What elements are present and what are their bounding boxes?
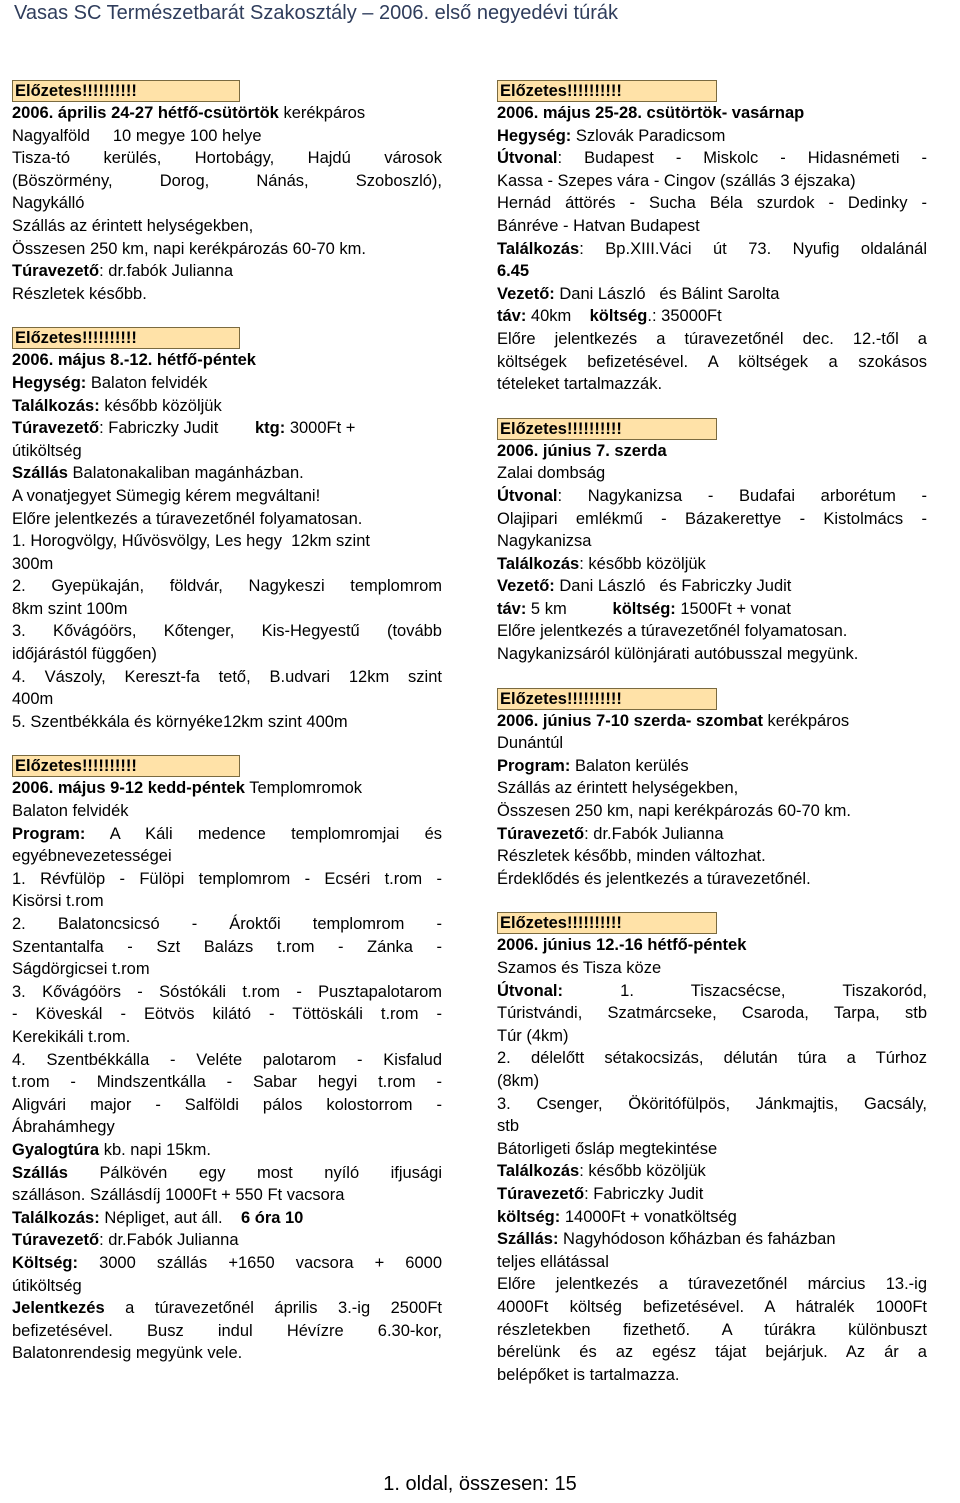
- text-run: Szállás az érintett helységekben,: [497, 779, 739, 798]
- text-run: (Böszörmény, Dorog, Nánás, Szoboszló),: [12, 171, 442, 190]
- text-run: Előre jelentkezés a túravezetőnél folyamatosan.: [497, 622, 848, 641]
- text-line: [497, 1070, 927, 1093]
- text-run: Hernád áttörés - Sucha Béla szurdok - Dedinky -: [497, 194, 927, 213]
- text-line: [497, 1160, 927, 1183]
- text-run: időjárástól függően): [12, 645, 157, 664]
- bold-text: Útvonal: [497, 149, 558, 168]
- text-line: [497, 1115, 927, 1138]
- bold-text: költség: [589, 307, 648, 326]
- text-line: [497, 868, 927, 891]
- text-run: stb: [497, 1117, 520, 1136]
- text-line: [12, 1026, 442, 1049]
- text-line: [12, 170, 442, 193]
- page-footer: 1. oldal, összesen: 15: [383, 1473, 577, 1495]
- bold-text: 6.45: [497, 262, 530, 281]
- text-line: [12, 643, 442, 666]
- text-run: később közöljük: [99, 396, 222, 415]
- bold-text: Szállás:: [497, 1230, 559, 1249]
- bold-text: Szállás: [12, 464, 68, 483]
- text-line: [497, 530, 927, 553]
- bold-text: Túravezető: [497, 1184, 585, 1203]
- text-line: [12, 823, 442, 846]
- preview-label-box: Előzetes!!!!!!!!!!: [12, 755, 240, 777]
- text-line: [12, 688, 442, 711]
- text-line: [12, 845, 442, 868]
- text-line: [12, 102, 442, 125]
- text-run: belépőket is tartalmazza.: [497, 1365, 680, 1384]
- text-line: [12, 192, 442, 215]
- text-run: útiköltség: [12, 441, 82, 460]
- text-run: A vonatjegyet Sümegig kérem megváltani!: [12, 486, 321, 505]
- text-line: [497, 1319, 927, 1342]
- text-line: [497, 215, 927, 238]
- bold-text: Vezető:: [497, 577, 555, 596]
- preview-label-box: Előzetes!!!!!!!!!!: [497, 418, 717, 440]
- text-run: Részletek később.: [12, 284, 147, 303]
- text-line: [497, 508, 927, 531]
- text-line: [497, 1047, 927, 1070]
- text-line: [12, 147, 442, 170]
- text-line: [12, 553, 442, 576]
- text-line: [497, 440, 927, 463]
- text-line: [12, 1139, 442, 1162]
- text-run: 400m: [12, 690, 54, 709]
- text-run: : Bp.XIII.Váci út 73. Nyufig oldalánál: [579, 239, 927, 258]
- text-run: : Nagykanizsa - Budafai arborétum -: [557, 486, 927, 505]
- text-run: a túravezetőnél április 3.-ig 2500Ft: [104, 1299, 442, 1318]
- text-run: Balaton felvidék: [12, 802, 129, 821]
- text-line: [497, 1093, 927, 1116]
- text-run: Balaton kerülés: [570, 756, 689, 775]
- text-run: bérelünk és az egész tájat bejárjuk. Az ár a: [497, 1343, 927, 1362]
- preview-label-box: Előzetes!!!!!!!!!!: [12, 327, 240, 349]
- text-run: t.rom - Mindszentkálla - Sabar hegyi t.rom -: [12, 1073, 442, 1092]
- text-line: [497, 238, 927, 261]
- text-run: 1. Révfülöp - Fülöpi templomrom - Ecséri t.rom -: [12, 869, 442, 888]
- text-line: [12, 1320, 442, 1343]
- text-run: egyébnevezetességei: [12, 847, 172, 866]
- text-run: 1. Horogvölgy, Hűvösvölgy, Les hegy 12km szint: [12, 532, 370, 551]
- text-line: [497, 102, 927, 125]
- text-line: [12, 1207, 442, 1230]
- text-line: [497, 1138, 927, 1161]
- text-run: : később közöljük: [579, 1162, 706, 1181]
- text-line: [497, 980, 927, 1003]
- text-run: befizetésével. Busz indul Hévízre 6.30-kor,: [12, 1321, 442, 1340]
- text-run: 1. Tiszacsécse, Tiszakoród,: [563, 981, 927, 1000]
- text-run: Nagyhódoson kőházban és faházban: [558, 1230, 836, 1249]
- text-line: [12, 981, 442, 1004]
- bold-text: Vezető:: [497, 284, 555, 303]
- text-run: 5. Szentbékkála és környéke12km szint 400m: [12, 712, 348, 731]
- text-line: [497, 620, 927, 643]
- text-run: 4. Szentbékkálla - Veléte palotarom - Kisfalud: [12, 1050, 442, 1069]
- text-run: Kassa - Szepes vára - Cingov (szállás 3 éjszaka): [497, 171, 856, 190]
- text-run: 2. Gyepükaján, földvár, Nagykeszi templomrom: [12, 577, 442, 596]
- text-run: 4000Ft költség befizetésével. A hátralék 1000Ft: [497, 1297, 927, 1316]
- text-run: : dr.fabók Julianna: [99, 262, 234, 281]
- text-line: [12, 598, 442, 621]
- text-run: 300m: [12, 554, 54, 573]
- text-run: 2. Balatoncsicsó - Ároktői templomrom -: [12, 915, 442, 933]
- text-run: Részletek később, minden változhat.: [497, 847, 766, 866]
- text-run: kerékpáros: [762, 711, 850, 730]
- bold-text: Túravezető: [497, 824, 585, 843]
- bold-text: táv:: [497, 599, 527, 618]
- bold-text: Találkozás:: [12, 1208, 100, 1227]
- text-run: Dani László és Fabriczky Judit: [554, 577, 792, 596]
- section-gap: [497, 890, 927, 912]
- text-line: [497, 575, 927, 598]
- text-line: [497, 462, 927, 485]
- text-line: [12, 372, 442, 395]
- text-line: [497, 1206, 927, 1229]
- text-line: [12, 283, 442, 306]
- section-gap: [497, 666, 927, 688]
- bold-text: költség:: [497, 1207, 561, 1226]
- bold-text: költség:: [612, 599, 676, 618]
- text-line: [12, 666, 442, 689]
- section-gap: [12, 733, 442, 755]
- bold-text: táv:: [497, 307, 527, 326]
- bold-text: Hegység:: [497, 126, 572, 145]
- text-line: [497, 1183, 927, 1206]
- text-run: 2. délelőtt sétakocsizás, délután túra a Túrhoz: [497, 1049, 927, 1068]
- text-line: [497, 755, 927, 778]
- preview-label-box: Előzetes!!!!!!!!!!: [497, 912, 717, 934]
- text-line: [497, 1341, 927, 1364]
- bold-text: 6 óra 10: [240, 1208, 304, 1227]
- text-run: - Köveskál - Eötvös kilátó - Töttöskáli t.rom -: [12, 1005, 442, 1024]
- text-run: tételeket tartalmazzák.: [497, 375, 663, 394]
- text-line: [12, 868, 442, 891]
- text-line: [12, 777, 442, 800]
- text-run: : Fabriczky Judit: [584, 1184, 704, 1203]
- text-line: [497, 800, 927, 823]
- text-line: [12, 800, 442, 823]
- text-run: Templomromok: [244, 779, 363, 798]
- text-run: 4. Vászoly, Kereszt-fa tető, B.udvari 12km szint: [12, 667, 442, 686]
- bold-text: Jelentkezés: [12, 1299, 105, 1318]
- text-run: költségek befizetésével. A költségek a szokásos: [497, 352, 927, 371]
- bold-text: Találkozás: [497, 239, 580, 258]
- text-line: [12, 1162, 442, 1185]
- text-line: [12, 215, 442, 238]
- page-title: Vasas SC Természetbarát Szakosztály – 2006. első negyedévi túrák: [14, 2, 619, 24]
- text-run: Nagykálló: [12, 194, 85, 213]
- text-run: Népliget, aut áll.: [99, 1208, 241, 1227]
- text-run: Kerekikáli t.rom.: [12, 1027, 131, 1046]
- text-run: 3. Kővágóörs, Kőtenger, Kis-Hegyestű (tovább: [12, 622, 442, 641]
- text-line: [12, 1116, 442, 1139]
- text-run: Nagykanizsa: [497, 532, 592, 551]
- text-run: 3000 szállás +1650 vacsora + 6000: [78, 1253, 442, 1272]
- text-line: [497, 777, 927, 800]
- text-line: [12, 485, 442, 508]
- text-line: [497, 1228, 927, 1251]
- text-run: Olajipari emlékmű - Bázakerettye - Kistolmács -: [497, 509, 927, 528]
- text-line: [12, 620, 442, 643]
- text-run: Balatonrendesig megyünk vele.: [12, 1344, 243, 1363]
- text-line: [12, 711, 442, 734]
- text-run: kerékpáros: [278, 104, 366, 122]
- text-line: [12, 1275, 442, 1298]
- text-run: szálláson. Szállásdíj 1000Ft + 550 Ft vacsora: [12, 1186, 345, 1205]
- text-run: Tisza-tó kerülés, Hortobágy, Hajdú városok: [12, 149, 442, 168]
- bold-text: 2006. május 9-12 kedd-péntek: [12, 779, 245, 798]
- text-run: kb. napi 15km.: [99, 1140, 211, 1159]
- text-line: [497, 192, 927, 215]
- text-line: [12, 1342, 442, 1365]
- text-run: 40km: [526, 307, 590, 326]
- text-line: [12, 936, 442, 959]
- text-run: Nagyalföld 10 megye 100 helye: [12, 126, 262, 145]
- text-line: [12, 958, 442, 981]
- text-line: [497, 598, 927, 621]
- text-line: [12, 508, 442, 531]
- text-run: : később közöljük: [579, 554, 706, 573]
- text-run: 3000Ft +: [285, 419, 356, 438]
- text-run: 1500Ft + vonat: [675, 599, 791, 618]
- text-run: Zalai dombság: [497, 464, 606, 483]
- text-line: [12, 260, 442, 283]
- text-line: [497, 283, 927, 306]
- text-run: Szállás az érintett helységekben,: [12, 216, 254, 235]
- text-line: [12, 349, 442, 372]
- text-line: [12, 913, 442, 936]
- text-run: Előre jelentkezés a túravezetőnél folyamatosan.: [12, 509, 363, 528]
- text-run: Kisörsi t.rom: [12, 892, 104, 911]
- bold-text: Program:: [497, 756, 571, 775]
- text-line: [12, 530, 442, 553]
- text-run: Összesen 250 km, napi kerékpározás 60-70 km.: [12, 239, 367, 258]
- text-line: [497, 305, 927, 328]
- bold-text: Gyalogtúra: [12, 1140, 100, 1159]
- text-line: [12, 1252, 442, 1275]
- text-line: [12, 1094, 442, 1117]
- text-line: [497, 373, 927, 396]
- text-run: : Budapest - Miskolc - Hidasnémeti -: [557, 149, 927, 168]
- text-run: Előre jelentkezés a túravezetőnél március 13.-ig: [497, 1275, 927, 1294]
- text-line: [12, 440, 442, 463]
- text-run: Szlovák Paradicsom: [571, 126, 726, 145]
- text-line: [12, 1297, 442, 1320]
- text-run: Összesen 250 km, napi kerékpározás 60-70 km.: [497, 802, 852, 821]
- bold-text: Túravezető: [12, 419, 100, 438]
- section-gap: [12, 305, 442, 327]
- text-line: [12, 417, 442, 440]
- text-line: [497, 1296, 927, 1319]
- text-run: Nagykanizsáról különjárati autóbusszal megyünk.: [497, 645, 859, 664]
- bold-text: Program:: [12, 824, 86, 843]
- bold-text: Szállás: [12, 1163, 68, 1182]
- text-run: 14000Ft + vonatköltség: [560, 1207, 737, 1226]
- text-run: Szamos és Tisza köze: [497, 959, 662, 977]
- text-run: Túr (4km): [497, 1026, 569, 1045]
- text-run: Aligvári major - Salföldi pálos kolostorrom -: [12, 1095, 442, 1114]
- bold-text: 2006. április 24-27 hétfő-csütörtök: [12, 104, 279, 122]
- text-run: Túristvándi, Szatmárcseke, Csaroda, Tarpa, stb: [497, 1004, 927, 1023]
- bold-text: 2006. június 7. szerda: [497, 441, 667, 460]
- text-run: 3. Csenger, Ököritófülpös, Jánkmajtis, Gacsály,: [497, 1094, 927, 1113]
- text-run: teljes ellátással: [497, 1252, 609, 1271]
- text-line: [497, 1025, 927, 1048]
- bold-text: 2006. június 12.-16 hétfő-péntek: [497, 936, 747, 955]
- text-line: [497, 1364, 927, 1387]
- text-line: [497, 643, 927, 666]
- text-line: [12, 462, 442, 485]
- text-run: 8km szint 100m: [12, 599, 128, 618]
- bold-text: Túravezető: [12, 262, 100, 281]
- text-run: 3. Kővágóörs - Sóstókáli t.rom - Pusztapalotarom: [12, 982, 442, 1001]
- text-line: [497, 125, 927, 148]
- text-run: Érdeklődés és jelentkezés a túravezetőnél.: [497, 869, 811, 888]
- preview-label-box: Előzetes!!!!!!!!!!: [12, 80, 240, 102]
- text-line: [497, 957, 927, 980]
- text-line: [497, 1273, 927, 1296]
- text-line: [497, 934, 927, 957]
- text-line: [12, 1184, 442, 1207]
- text-line: [12, 575, 442, 598]
- bold-text: 2006. május 25-28. csütörtök- vasárnap: [497, 104, 805, 122]
- bold-text: Költség:: [12, 1253, 78, 1272]
- text-run: Szentantalfa - Szt Balázs t.rom - Zánka -: [12, 937, 442, 956]
- text-line: [497, 260, 927, 283]
- bold-text: Útvonal:: [497, 981, 563, 1000]
- bold-text: Túravezető: [12, 1231, 100, 1250]
- text-run: : dr.Fabók Julianna: [584, 824, 724, 843]
- text-line: [497, 170, 927, 193]
- text-line: [497, 845, 927, 868]
- text-line: [497, 351, 927, 374]
- text-run: A Káli medence templomromjai és: [85, 824, 442, 843]
- text-line: [12, 395, 442, 418]
- text-line: [497, 710, 927, 733]
- preview-label-box: Előzetes!!!!!!!!!!: [497, 80, 717, 102]
- bold-text: Hegység:: [12, 373, 87, 392]
- text-line: [12, 1049, 442, 1072]
- bold-text: Találkozás: [497, 554, 580, 573]
- text-run: Dani László és Bálint Sarolta: [554, 284, 780, 303]
- text-run: Pálkövén egy most nyíló ifjusági: [67, 1163, 442, 1182]
- text-run: : Fabriczky Judit: [99, 419, 255, 438]
- text-run: részletekben fizethető. A túrákra különbuszt: [497, 1320, 927, 1339]
- text-run: Bátorligeti ősláp megtekintése: [497, 1139, 718, 1158]
- text-run: .: 35000Ft: [647, 307, 722, 326]
- right-column: [497, 80, 927, 1386]
- text-line: [497, 328, 927, 351]
- text-line: [12, 1003, 442, 1026]
- bold-text: 2006. június 7-10 szerda- szombat: [497, 711, 763, 730]
- text-line: [12, 238, 442, 261]
- text-run: útiköltség: [12, 1276, 82, 1295]
- text-line: [497, 485, 927, 508]
- bold-text: ktg:: [254, 419, 286, 438]
- text-run: Balaton felvidék: [86, 373, 208, 392]
- bold-text: Találkozás: [497, 1162, 580, 1181]
- text-run: Ábrahámhegy: [12, 1118, 115, 1137]
- text-run: Dunántúl: [497, 734, 564, 753]
- preview-label-box: Előzetes!!!!!!!!!!: [497, 688, 717, 710]
- text-line: [497, 553, 927, 576]
- bold-text: 2006. május 8.-12. hétfő-péntek: [12, 351, 256, 370]
- bold-text: Találkozás:: [12, 396, 100, 415]
- text-line: [497, 147, 927, 170]
- text-run: (8km): [497, 1071, 540, 1090]
- text-line: [12, 1071, 442, 1094]
- text-run: Bánréve - Hatvan Budapest: [497, 216, 700, 235]
- text-run: Előre jelentkezés a túravezetőnél dec. 12.-től a: [497, 329, 927, 348]
- text-run: : dr.Fabók Julianna: [99, 1231, 239, 1250]
- section-gap: [497, 396, 927, 418]
- text-line: [497, 1251, 927, 1274]
- text-line: [12, 890, 442, 913]
- left-column: [12, 80, 442, 1365]
- text-line: [497, 823, 927, 846]
- text-line: [12, 1229, 442, 1252]
- bold-text: Útvonal: [497, 486, 558, 505]
- text-run: Balatonakaliban magánházban.: [67, 464, 304, 483]
- text-run: 5 km: [526, 599, 613, 618]
- text-line: [497, 732, 927, 755]
- text-run: Ságdörgicsei t.rom: [12, 960, 150, 979]
- text-line: [497, 1002, 927, 1025]
- text-line: [12, 125, 442, 148]
